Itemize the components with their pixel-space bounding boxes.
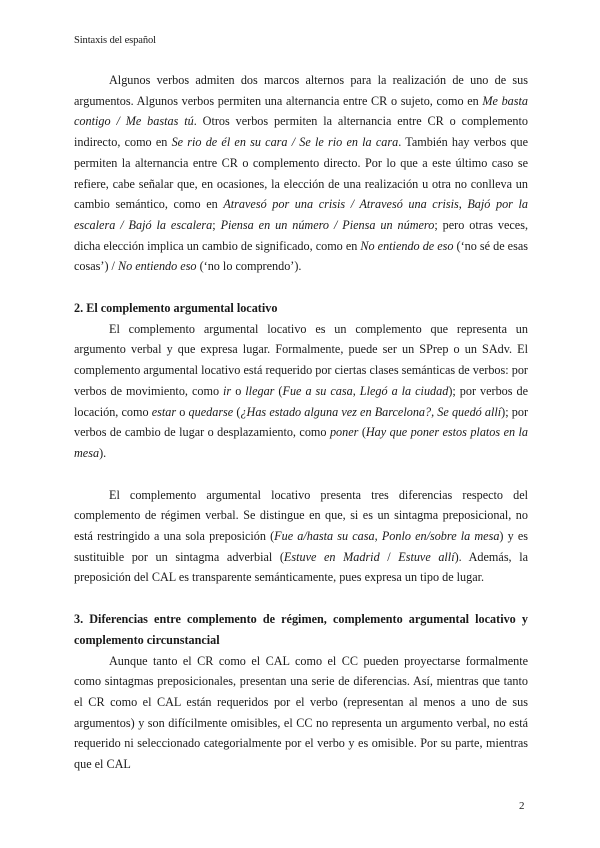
example-run: Estuve allí xyxy=(398,549,455,564)
text-run: , xyxy=(352,383,360,398)
text-run: ) y es sustituible por un sintagma adverbial ( xyxy=(74,529,529,564)
example-run: Me basta contigo / Me bastas tú xyxy=(74,93,528,129)
text-run: El complemento argumental locativo presenta tres diferencias respecto del complemento de régimen verbal. Se distingue en que, si es un sintagma preposicional, no está restringido a una sola preposición ( xyxy=(74,487,528,544)
example-run: Ponlo en/sobre la mesa xyxy=(381,529,500,544)
text-run: o xyxy=(176,404,189,419)
section-heading-3: 3. Diferencias entre complemento de régimen, complemento argumental locativo y complemento circunstancial xyxy=(74,612,528,647)
example-run: Estuve en Madrid xyxy=(283,549,380,564)
example-run: No entiendo de eso xyxy=(360,238,454,253)
text-run: ( xyxy=(358,425,366,440)
text-run: , xyxy=(458,197,468,212)
example-run: Piensa en un número / Piensa un número xyxy=(220,217,435,232)
section-heading-2: 2. El complemento argumental locativo xyxy=(74,301,278,316)
page-number: 2 xyxy=(519,800,525,812)
running-header: Sintaxis del español xyxy=(74,35,156,46)
paragraph-alternancias xyxy=(74,70,528,277)
text-run: . Otros verbos permiten la alternancia entre CR o complemento indirecto, como en xyxy=(74,114,528,150)
example-run: No entiendo eso xyxy=(118,259,197,274)
example-run: Fue a/hasta su casa xyxy=(274,529,375,544)
example-run: Bajó por la escalera / Bajó la escalera xyxy=(74,197,528,232)
example-run: poner xyxy=(329,425,359,440)
document-body xyxy=(74,70,528,775)
text-run: ); por verbos de cambio de lugar o desplazamiento, como xyxy=(74,404,529,440)
paragraph-cr-cal-cc xyxy=(74,651,528,775)
text-run: o xyxy=(231,383,246,398)
text-run: ). xyxy=(99,445,107,460)
text-run: ( xyxy=(233,404,241,419)
text-run: / xyxy=(379,549,399,564)
text-run: Algunos verbos admiten dos marcos alternos para la realización de uno de sus argumentos. Algunos verbos permiten una alternancia entre CR o sujeto, como en xyxy=(74,73,528,108)
example-run: ¿Has estado alguna vez en Barcelona?, Se quedó allí xyxy=(240,404,502,419)
paragraph-cal-definicion xyxy=(74,319,528,464)
example-run: Fue a su casa xyxy=(282,383,353,398)
example-run: estar xyxy=(151,404,177,419)
text-run: (‘no sé de esas cosas’) / xyxy=(74,238,528,274)
text-run: El complemento argumental locativo es un complemento que representa un argumento verbal y que expresa lugar. Formalmente, puede ser un SPrep o un SAdv. El complemento argumental locativo está requerido por ciertas clases semánticas de verbos: por verbos de movimiento, como xyxy=(74,321,528,398)
example-run: quedarse xyxy=(188,404,234,419)
text-run: ); por verbos de locación, como xyxy=(74,383,529,419)
text-run: ). Además, la preposición del CAL es transparente semánticamente, pues expresa un tipo de lugar. xyxy=(74,549,528,585)
paragraph-cal-diferencias xyxy=(74,485,528,589)
text-run: , xyxy=(374,529,382,544)
text-run: . También hay verbos que permiten la alternancia entre CR o complemento directo. Por lo que a este último caso se refiere, cabe señalar que, en ocasiones, la elección de una realización u otra no conlleva un cambio semántico, como en xyxy=(74,135,528,212)
example-run: Se rio de él en su cara / Se le rio en la cara xyxy=(171,135,399,150)
example-run: Atravesó por una crisis / Atravesó una crisis xyxy=(223,197,459,212)
text-run: ; xyxy=(212,217,221,232)
example-run: ir xyxy=(223,383,232,398)
example-run: Llegó a la ciudad xyxy=(359,383,449,398)
text-run: ; pero otras veces, dicha elección implica un cambio de significado, como en xyxy=(74,217,528,253)
text-run: (‘no lo comprendo’). xyxy=(196,259,302,274)
example-run: llegar xyxy=(245,383,275,398)
text-run: ( xyxy=(274,383,283,398)
example-run: Hay que poner estos platos en la mesa xyxy=(74,425,528,460)
text-run: Aunque tanto el CR como el CAL como el CC pueden proyectarse formalmente como sintagmas preposicionales, presentan una serie de diferencias. Así, mientras que tanto el CR como el CAL están requeridos por el verbo (representan al menos a uno de sus argumentos) y son difícilmente omisibles, el CC no representa un argumento verbal, no está requerido ni seleccionado categorialmente por el verbo y es omisible. Por su parte, mientras que el CAL xyxy=(74,653,528,772)
